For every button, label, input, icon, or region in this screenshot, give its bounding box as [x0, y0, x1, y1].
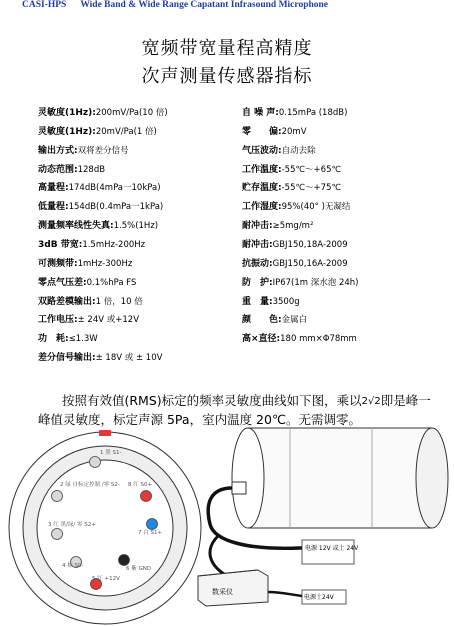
spec-label: 零点气压差: — [38, 277, 87, 288]
spec-value: -55℃～+75℃ — [281, 183, 342, 194]
pin-label: 8 红 S0+ — [128, 482, 153, 488]
power-cable — [268, 592, 302, 596]
spec-label: 耐冲击: — [242, 221, 273, 232]
title-line-1: 宽频带宽量程高精度 — [141, 38, 313, 59]
title-line-2: 次声测量传感器指标 — [141, 66, 313, 87]
spec-row — [242, 107, 347, 119]
spec-label: 可测频带: — [38, 258, 78, 269]
spec-label: 零 偏: — [242, 126, 282, 137]
spec-value: ± 18V 或 ± 10V — [95, 353, 163, 364]
spec-row — [38, 220, 158, 232]
spec-label: 颜 色: — [242, 315, 282, 326]
spec-label: 工作温度: — [242, 164, 282, 175]
connector-pin — [52, 529, 63, 540]
pin-label: 7 白 S1+ — [138, 530, 163, 536]
spec-label: 灵敏度(1Hz): — [38, 126, 96, 137]
spec-value: IP67(1m 深水泡 24h) — [272, 277, 359, 288]
spec-value: 95%(40° )无凝结 — [281, 202, 351, 213]
spec-row — [38, 164, 105, 176]
spec-row — [38, 126, 157, 138]
spec-label: 灵敏度(1Hz): — [38, 108, 96, 118]
pin-label: 2 绿 自标定控制 /零 S2- — [60, 482, 120, 488]
spec-row — [242, 201, 350, 213]
spec-row — [242, 239, 348, 251]
spec-value: ≥5mg/m² — [272, 221, 314, 232]
spec-row — [242, 314, 307, 326]
spec-value: 154dB(0.4mPa一1kPa) — [68, 202, 164, 213]
spec-label: 贮存温度: — [242, 183, 282, 194]
pin-label: 5 红 +12V — [92, 576, 120, 582]
connector-key — [99, 430, 111, 436]
spec-row — [38, 258, 132, 270]
spec-value: ≤1.3W — [68, 334, 98, 345]
connector-pin — [90, 457, 101, 468]
spec-row — [242, 164, 341, 176]
spec-value: 0.15mPa (18dB) — [278, 108, 348, 118]
spec-label: 抗振动: — [242, 258, 273, 269]
spec-row — [38, 201, 163, 213]
spec-value: GBJ150,18A-2009 — [272, 239, 348, 250]
spec-label: 动态范围: — [38, 164, 78, 175]
spec-value: 自动去除 — [281, 145, 316, 156]
spec-label: 输出方式: — [38, 145, 78, 156]
spec-label: 高量程: — [38, 183, 69, 194]
connector-pin — [141, 491, 152, 502]
connector-pin — [119, 555, 130, 566]
spec-row — [242, 182, 341, 194]
daq-label: 数采仪 — [212, 588, 233, 596]
spec-value: 20mV — [281, 126, 307, 137]
paragraph-text-b: 即是峰一峰值灵敏度，标定声源 5Pa，室内温度 20℃。无需调零。 — [38, 393, 431, 427]
spec-row — [242, 296, 300, 308]
spec-value: GBJ150,16A-2009 — [272, 258, 348, 269]
document-header — [22, 0, 328, 14]
spec-label: 测量频率线性失真: — [38, 221, 114, 232]
spec-value: 金属白 — [281, 315, 308, 326]
spec-row — [242, 220, 313, 232]
spec-value: 128dB — [77, 164, 106, 175]
connector-pin — [52, 491, 63, 502]
header-subtitle: Wide Band & Wide Range Capatant Infrasound Microphone — [80, 0, 329, 10]
spec-value: 0.1%hPa FS — [86, 277, 137, 288]
spec-value: 180 mm×Φ78mm — [280, 334, 357, 345]
pin-label: 1 黑 S1- — [100, 450, 122, 456]
spec-row — [38, 182, 161, 194]
spec-value: 1 倍，10 倍 — [95, 296, 143, 307]
spec-label: 防 护: — [242, 277, 273, 288]
spec-value: 双将差分信号 — [77, 145, 129, 156]
spec-row — [38, 296, 143, 308]
spec-label: 差分信号输出: — [38, 353, 96, 364]
spec-row — [38, 277, 136, 289]
paragraph-text-a: 按照有效值(RMS)标定的频率灵敏度曲线如下图，乘以 — [62, 393, 362, 408]
spec-row — [38, 352, 162, 364]
spec-label: 双路差模输出: — [38, 296, 96, 307]
pin-label: 4 棕 S0- — [62, 563, 84, 569]
spec-value: 3500g — [272, 296, 300, 307]
power-12v-label: 电源 12V 或土 24V — [305, 545, 359, 552]
power-24v-label: 电源土24V — [304, 594, 334, 601]
spec-label: 功 耗: — [38, 334, 69, 345]
spec-value: -55℃～+65℃ — [281, 164, 342, 175]
spec-label: 耐冲击: — [242, 239, 273, 250]
spec-row — [242, 126, 307, 138]
spec-value: 200mV/Pa(10 倍) — [95, 108, 168, 118]
spec-label: 工作电压: — [38, 315, 78, 326]
spec-value: ± 24V 或+12V — [77, 315, 140, 326]
sqrt-factor: 2√2 — [361, 396, 381, 407]
spec-label: 工作湿度: — [242, 202, 282, 213]
spec-value: 1mHz-300Hz — [77, 258, 133, 269]
pin-label: 6 紫 GND — [126, 566, 152, 572]
spec-value: 1.5mHz-200Hz — [82, 239, 146, 250]
spec-row — [38, 314, 139, 326]
spec-value: 174dB(4mPa一10kPa) — [68, 183, 161, 194]
spec-row — [242, 145, 316, 157]
spec-label: 自 噪 声: — [242, 108, 279, 118]
spec-row — [38, 107, 168, 119]
spec-label: 3dB 带宽: — [38, 239, 83, 250]
spec-row — [242, 333, 357, 345]
power-label-box — [302, 540, 354, 564]
spec-row — [38, 333, 98, 345]
spec-label: 重 量: — [242, 296, 273, 307]
spec-row — [242, 258, 348, 270]
spec-row — [38, 145, 129, 157]
spec-label: 低量程: — [38, 202, 69, 213]
spec-row — [38, 239, 145, 251]
spec-row — [242, 277, 359, 289]
spec-label: 气压波动: — [242, 145, 282, 156]
sensor-body — [232, 428, 448, 528]
spec-label: 高×直径: — [242, 334, 281, 345]
spec-value: 1.5%(1Hz) — [113, 221, 159, 232]
spec-value: 20mV/Pa(1 倍) — [95, 126, 157, 137]
connector-pin — [147, 519, 158, 530]
wiring-diagram — [0, 424, 454, 626]
pin-label: 3 红 黑/绿/ 零 S2+ — [48, 522, 96, 528]
brand-name: CASI-HPS — [22, 0, 67, 10]
connector-face — [9, 430, 201, 624]
